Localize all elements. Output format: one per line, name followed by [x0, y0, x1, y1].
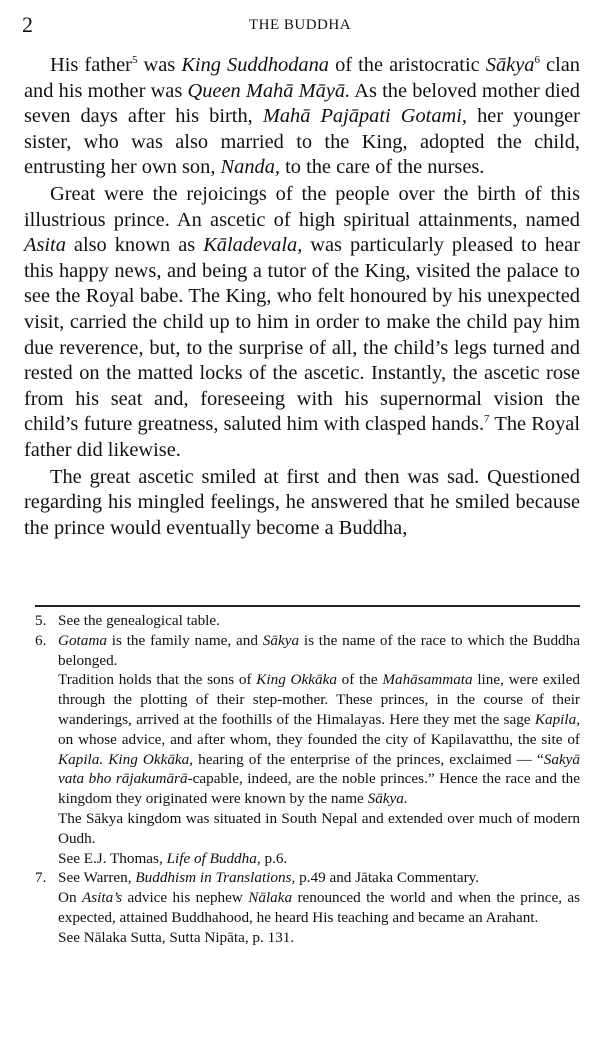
text-run: clan and his mother was — [24, 54, 580, 102]
name-asita: Asita — [24, 234, 66, 257]
footnote-number: 6. — [35, 631, 47, 649]
text-run: renounced the world and when the prince, as expected, attained Buddhahood, he heard His teaching and became an Arahant. — [58, 889, 581, 926]
footnote-ref-6: 6 — [534, 54, 540, 67]
text-run: on whose advice, and after whom, they founded the city of Kapilavatthu, the site of — [58, 730, 580, 748]
footnotes — [35, 611, 580, 948]
text-run: As the beloved mother died seven days after his birth, — [24, 79, 580, 128]
page-header — [0, 10, 600, 38]
footnote-text: See the genealogical table. — [58, 612, 220, 629]
text-run: -capable, indeed, are the noble princes.” Hence the race and the kingdom they originated were known by the name — [58, 770, 580, 808]
footnote-7-para-3: See Nālaka Sutta, Sutta Nipāta, p. 131. — [58, 928, 295, 946]
term-king-okkaka: King Okkāka — [108, 750, 190, 768]
paragraph-1 — [24, 53, 580, 181]
term-mahasammata: Mahāsammata — [382, 671, 473, 689]
running-title: THE BUDDHA — [248, 17, 352, 33]
book-title: Buddhism in Translations — [135, 869, 292, 887]
footnote-divider — [35, 605, 580, 607]
footnote-7-para-2 — [58, 888, 580, 928]
main-text — [24, 53, 580, 542]
name-king-suddhodana: King Suddhodana — [181, 54, 329, 76]
footnote-6 — [35, 631, 580, 869]
text-run: , hearing of the enterprise of the princes, exclaimed — “ — [189, 750, 544, 768]
text-run: to the care of the nurses. — [280, 156, 485, 179]
text-run: also known as — [65, 234, 204, 257]
footnote-6-para-1 — [58, 631, 580, 671]
term-king-okkaka: King Okkāka — [256, 671, 337, 689]
name-queen-maha-maya: Queen Mahā Māyā. — [187, 79, 351, 102]
paragraph-3 — [24, 465, 580, 542]
page-number: 2 — [22, 12, 33, 37]
text-run: advice his nephew — [122, 889, 249, 907]
text-run: p.6. — [260, 849, 288, 867]
footnote-number: 5. — [35, 612, 47, 629]
book-title: Life of Buddha, — [166, 849, 261, 867]
name-nanda: Nanda, — [220, 156, 281, 179]
text-run: of the aristocratic — [329, 54, 486, 76]
term-kapila: Kapila. — [58, 750, 104, 768]
text-run: On — [58, 889, 82, 907]
text-run: is the name of the race to which the Buddha belonged. — [58, 631, 580, 669]
text-run: See E.J. Thomas, — [58, 849, 167, 867]
footnote-7 — [35, 868, 580, 947]
text-run: The great ascetic smiled at first and then was sad. Questioned regarding his mingled feelings, he answered that he smiled because the prince would eventually become a Buddha, — [24, 465, 580, 539]
text-run: His father — [50, 54, 132, 76]
term-gotama: Gotama — [58, 631, 107, 649]
name-maha-pajapati-gotami: Mahā Pajāpati Gotami, — [262, 105, 468, 128]
name-kaladevala: Kāladevala, — [203, 234, 303, 257]
term-sakya: Sākya. — [367, 790, 408, 808]
term-asita: Asita’s — [81, 889, 123, 907]
text-run: is the family name, and — [106, 631, 263, 649]
name-sakya: Sākya — [485, 54, 535, 76]
footnote-6-para-4 — [58, 849, 580, 869]
footnote-6-para-2 — [58, 670, 580, 809]
footnote-5 — [35, 611, 580, 631]
term-kapila: Kapila, — [534, 710, 580, 728]
text-run: was — [137, 54, 182, 76]
quote-sakya-vata: Sakyā vata bho rājakumārā — [58, 750, 581, 788]
text-run: See Warren, — [58, 869, 136, 887]
text-run: The Royal father did likewise. — [24, 413, 581, 461]
footnote-number: 7. — [35, 869, 47, 887]
text-run: Tradition holds that the sons of — [58, 671, 257, 689]
text-run: was particularly pleased to hear this happy news, and being a tutor of the King, visited the palace to see the Royal babe. The King, who felt honoured by his unexpected visit, carried the child up to him in order to make the child pay him due reverence, but, to the surprise of all, the child’s legs turned and rested on the matted locks of the ascetic. Instantly, the ascetic rose from his seat and, foreseeing with his supernormal vision the child’s future greatness, saluted him with clasped hands. — [24, 234, 580, 436]
term-sakya: Sākya — [262, 631, 300, 649]
text-run: line, were exiled through the plotting of their step-mother. These princes, in the course of their wanderings, arrived at the foothills of the Himalayas. Here they met the sage — [58, 671, 580, 728]
text-run: , p.49 and Jātaka Commentary. — [291, 869, 480, 887]
footnote-ref-5: 5 — [131, 54, 138, 67]
footnote-7-para-1 — [58, 868, 580, 888]
text-run: Great were the rejoicings of the people over the birth of this illustrious prince. An ascetic of high spiritual attainments, named — [24, 182, 580, 231]
footnote-6-para-3: The Sākya kingdom was situated in South Nepal and extended over much of modern Oudh. — [58, 809, 580, 847]
paragraph-2 — [24, 182, 580, 464]
term-nalaka: Nālaka — [248, 889, 293, 907]
text-run: of the — [336, 671, 383, 689]
footnote-ref-7: 7 — [484, 413, 490, 426]
text-run: her younger sister, who was also married to the King, adopted the child, entrusting her own son, — [24, 105, 580, 179]
